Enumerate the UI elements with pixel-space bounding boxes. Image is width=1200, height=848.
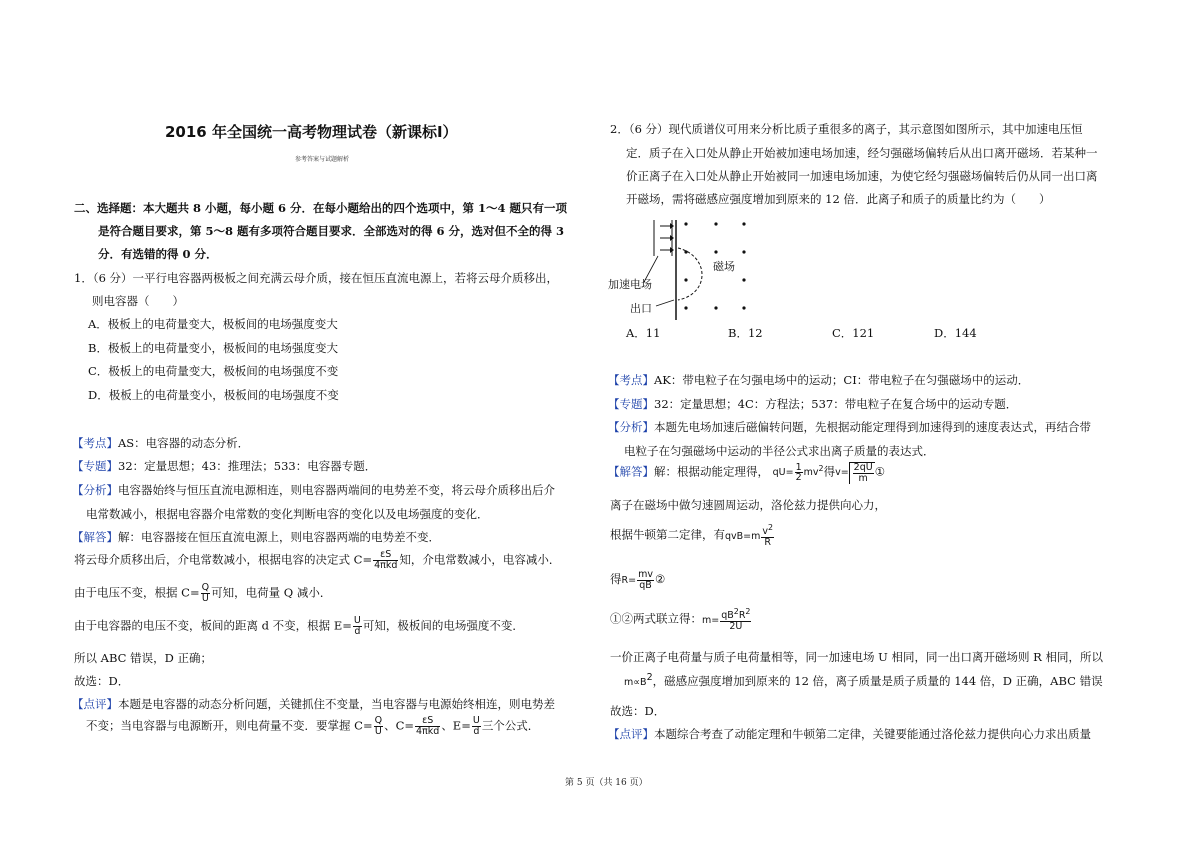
- q1-dianping-line-1: [72, 696, 555, 712]
- q1-jieda-tag: 【解答】: [72, 530, 118, 544]
- mass-spectrometer-diagram: [608, 216, 758, 324]
- q1-jieda-line-2: [74, 550, 560, 571]
- q1-kaodian-text: AS：电容器的动态分析．: [118, 436, 250, 450]
- q2-jieda-line-3: [610, 524, 775, 548]
- frac-num: εS: [415, 716, 440, 727]
- q2-zhuanti-text: 32：定量思想；4C：方程法；537：带电粒子在复合场中的运动专题．: [654, 397, 1018, 411]
- equation-radius: [621, 569, 655, 591]
- q1-dianping-2c: 、E=: [441, 718, 471, 733]
- equation-kinetic-energy: [772, 461, 824, 484]
- q2-fenxi-line-1: [608, 419, 1091, 435]
- q1-dianping-2a: 不变；当电容器与电源断开，则电荷量不变．要掌握 C=: [86, 718, 373, 733]
- frac-den: R: [764, 537, 772, 549]
- eq1-mid: 得: [823, 464, 836, 479]
- q2-dianping-tag: 【点评】: [608, 727, 654, 741]
- q2-jieda-text-1: 解：根据动能定理得，: [654, 464, 769, 479]
- eq1-mark: ①: [874, 464, 886, 479]
- q1-jieda-3b: 可知，电荷量 Q 减小．: [211, 585, 332, 600]
- eq1-sqrt-frac: [853, 463, 874, 484]
- frac-den: 4πkd: [416, 725, 440, 737]
- eq1-mv: mv: [803, 467, 819, 479]
- sqrt-sign: [849, 462, 875, 484]
- section-header-line-1: 二、选择题：本大题共 8 小题，每小题 6 分．在每小题给出的四个选项中，第 1～4 题只有一项: [74, 201, 568, 215]
- q2-jieda-line-2: 离子在磁场中做匀速圆周运动，洛伦兹力提供向心力，: [610, 498, 886, 512]
- q1-jieda-line-6: 故选：D．: [74, 674, 130, 688]
- frac-num: U: [353, 615, 361, 626]
- q1-zhuanti-tag: 【专题】: [72, 459, 118, 473]
- q1-jieda-2b: 知，介电常数减小，电容减小．: [399, 552, 561, 567]
- eq4-sup1: 2: [733, 607, 739, 616]
- q2-option-b: B．12: [728, 326, 763, 340]
- frac-num: 1: [795, 461, 802, 473]
- diagram-svg: [608, 216, 758, 324]
- q1-fenxi-tag: 【分析】: [72, 483, 118, 497]
- q2-jieda-line-5: [610, 608, 752, 632]
- q1-dianping-line-2: [86, 716, 539, 737]
- q2-fenxi-line-2: 电粒子在匀强磁场中运动的半径公式求出离子质量的表达式．: [624, 444, 935, 458]
- q2-jieda-line-4: [610, 570, 665, 591]
- q2-kaodian: [608, 372, 1029, 388]
- q2-stem-line-1: 2．（6 分）现代质谱仪可用来分析比质子重很多的离子，其示意图如图所示，其中加速电压恒: [610, 122, 1083, 136]
- equation-mass: [702, 607, 752, 633]
- frac-num: mv: [638, 569, 653, 580]
- frac-den: qB: [639, 579, 652, 591]
- q1-dianping-tag: 【点评】: [72, 697, 118, 711]
- page-footer: 第 5 页（共 16 页）: [565, 778, 648, 788]
- eq4-sup2: 2: [745, 607, 751, 616]
- q2-jieda-5a: ①②两式联立得：: [610, 611, 702, 626]
- eq2-lhs: qvB=m: [725, 530, 761, 542]
- frac-num: [761, 524, 774, 538]
- q2-option-d: D．144: [934, 326, 977, 340]
- q2-fenxi-tag: 【分析】: [608, 420, 654, 434]
- q1-option-d: D．极板上的电荷量变小，极板间的电场强度不变: [88, 388, 339, 402]
- q2-jieda-line-7: [624, 672, 1103, 689]
- equation-newton: [725, 523, 775, 549]
- formula-c-eps: [415, 716, 440, 737]
- frac-den: m: [858, 472, 868, 484]
- eq3-lhs: R=: [621, 574, 637, 586]
- q1-option-a: A．极板上的电荷量变大，极板间的电场强度变大: [88, 317, 338, 331]
- eq4-lhs: m=: [702, 614, 720, 626]
- frac-num: Q: [201, 582, 210, 593]
- q1-jieda-2a: 将云母介质移出后，介电常数减小，根据电容的决定式 C=: [74, 552, 373, 567]
- q2-option-a: A．11: [626, 326, 661, 340]
- q1-jieda-3a: 由于电压不变，根据 C=: [74, 585, 200, 600]
- capacitance-formula-2: [201, 583, 210, 604]
- equation-velocity: [835, 462, 875, 484]
- q1-stem-line-2: 则电容器（ ）: [92, 294, 184, 308]
- frac-den: 2: [795, 472, 802, 484]
- q1-jieda-4a: 由于电容器的电压不变，板间的距离 d 不变，根据 E=: [74, 618, 352, 633]
- eq2-num: v: [762, 526, 769, 538]
- frac-num: U: [472, 715, 480, 726]
- frac-num: Q: [374, 715, 383, 726]
- q2-jieda-7a: m∝B: [624, 676, 647, 688]
- formula-e-u-d: [472, 716, 481, 737]
- q2-fenxi-text-1: 本题先电场加速后磁偏转问题，先根据动能定理得到加速得到的速度表达式，再结合带: [654, 420, 1091, 434]
- frac-num: εS: [373, 550, 398, 561]
- q1-dianping-text-1: 本题是电容器的动态分析问题，关键抓住不变量，当电容器与电源始终相连，则电势差: [118, 697, 555, 711]
- formula-c-q-u: [374, 716, 383, 737]
- q1-zhuanti-text: 32：定量思想；43：推理法；533：电容器专题．: [118, 459, 377, 473]
- section-header-line-3: 分．有选错的得 0 分．: [98, 247, 218, 261]
- q2-jieda-7b: ，磁感应强度增加到原来的 12 倍，离子质量是质子质量的 144 倍，D 正确，ABC 错误: [652, 673, 1103, 688]
- q1-option-c: C．极板上的电荷量变大，极板间的电场强度不变: [88, 364, 339, 378]
- section-header-line-2: 是符合题目要求，第 5～8 题有多项符合题目要求．全部选对的得 6 分，选对但不全的得 3: [98, 224, 565, 238]
- q1-jieda-text-1: 解：电容器接在恒压直流电源上，则电容器两端的电势差不变．: [118, 530, 440, 544]
- q1-kaodian: [72, 435, 249, 451]
- q2-dianping-line-1: [608, 726, 1091, 742]
- q1-jieda-line-1: [72, 529, 440, 545]
- q1-jieda-line-4: [74, 616, 524, 637]
- q2-jieda-4a: 得: [610, 571, 622, 586]
- q1-dianping-2b: 、C=: [384, 718, 415, 733]
- page-title: 2016 年全国统一高考物理试卷（新课标Ⅰ）: [165, 123, 458, 141]
- q2-option-c: C．121: [832, 326, 875, 340]
- frac-den: d: [354, 625, 361, 637]
- q1-fenxi-line-2: 电常数减小，根据电容器介电常数的变化判断电容的变化以及电场强度的变化．: [86, 507, 489, 521]
- q2-jieda-line-6: 一价正离子电荷量与质子电荷量相等，同一加速电场 U 相同，同一出口离开磁场则 R 相同，所以: [610, 650, 1103, 664]
- frac-den: U: [374, 725, 382, 737]
- frac-num: [720, 608, 751, 622]
- q2-kaodian-text: AK：带电粒子在匀强电场中的运动；CI：带电粒子在匀强磁场中的运动．: [654, 373, 1030, 387]
- eq4-frac: [720, 608, 751, 632]
- frac-den: 2U: [729, 621, 743, 633]
- q1-jieda-line-5: 所以 ABC 错误，D 正确；: [74, 651, 212, 665]
- q2-stem-line-3: 价正离子在入口处从静止开始被同一加速电场加速，为使它经匀强磁场偏转后仍从同一出口离: [626, 169, 1098, 183]
- q1-jieda-4b: 可知，极板间的电场强度不变．: [362, 618, 524, 633]
- q1-dianping-2d: 三个公式．: [481, 718, 540, 733]
- q2-jieda-line-8: 故选：D．: [610, 704, 666, 718]
- frac-den: 4πkd: [374, 559, 398, 571]
- eq2-frac: [761, 524, 774, 548]
- frac-den: U: [201, 592, 209, 604]
- q1-stem-line-1: 1．（6 分）一平行电容器两极板之间充满云母介质，接在恒压直流电源上，若将云母介质移出，: [74, 271, 559, 285]
- q1-option-b: B．极板上的电荷量变小，极板间的电场强度变大: [88, 341, 338, 355]
- eq1-v: v=: [835, 467, 849, 479]
- eq3-frac: [637, 570, 654, 591]
- eq4-num2: R: [738, 610, 746, 622]
- q2-jieda-tag: 【解答】: [608, 464, 654, 479]
- q2-stem-line-4: 开磁场，需将磁感应强度增加到原来的 12 倍．此离子和质子的质量比约为（ ）: [626, 192, 1051, 206]
- field-formula: [353, 616, 362, 637]
- q2-dianping-text-1: 本题综合考查了动能定理和牛顿第二定律，关键要能通过洛伦兹力提供向心力求出质量: [654, 727, 1091, 741]
- label-acceleration-field: 加速电场: [608, 278, 652, 291]
- q1-kaodian-tag: 【考点】: [72, 436, 118, 450]
- q1-zhuanti: [72, 458, 376, 474]
- eq4-num: qB: [721, 610, 734, 622]
- q2-stem-line-2: 定．质子在入口处从静止开始被加速电场加速，经匀强磁场偏转后从出口离开磁场．若某种一: [626, 146, 1098, 160]
- q2-kaodian-tag: 【考点】: [608, 373, 654, 387]
- q1-fenxi-text-1: 电容器始终与恒压直流电源相连，则电容器两端间的电势差不变，将云母介质移出后介: [118, 483, 555, 497]
- label-magnetic-field: 磁场: [713, 260, 735, 273]
- eq3-mark: ②: [654, 571, 666, 586]
- q2-jieda-line-1: [608, 462, 885, 484]
- q1-fenxi-line-1: [72, 482, 555, 498]
- q1-jieda-line-3: [74, 583, 331, 604]
- q2-jieda-3a: 根据牛顿第二定律，有: [610, 527, 725, 542]
- eq1-lhs: qU=: [772, 467, 794, 479]
- q2-jieda-7sup: 2: [646, 672, 653, 683]
- eq2-sup: 2: [768, 523, 774, 532]
- label-exit: 出口: [630, 302, 652, 315]
- page-subtitle: 参考答案与试题解析: [295, 156, 350, 163]
- frac-num: 2qU: [853, 462, 873, 473]
- capacitance-formula-1: [373, 550, 398, 571]
- q2-zhuanti: [608, 396, 1017, 412]
- q2-zhuanti-tag: 【专题】: [608, 397, 654, 411]
- eq1-sup: 2: [818, 464, 824, 474]
- frac-den: d: [473, 725, 480, 737]
- eq1-half: [795, 463, 803, 484]
